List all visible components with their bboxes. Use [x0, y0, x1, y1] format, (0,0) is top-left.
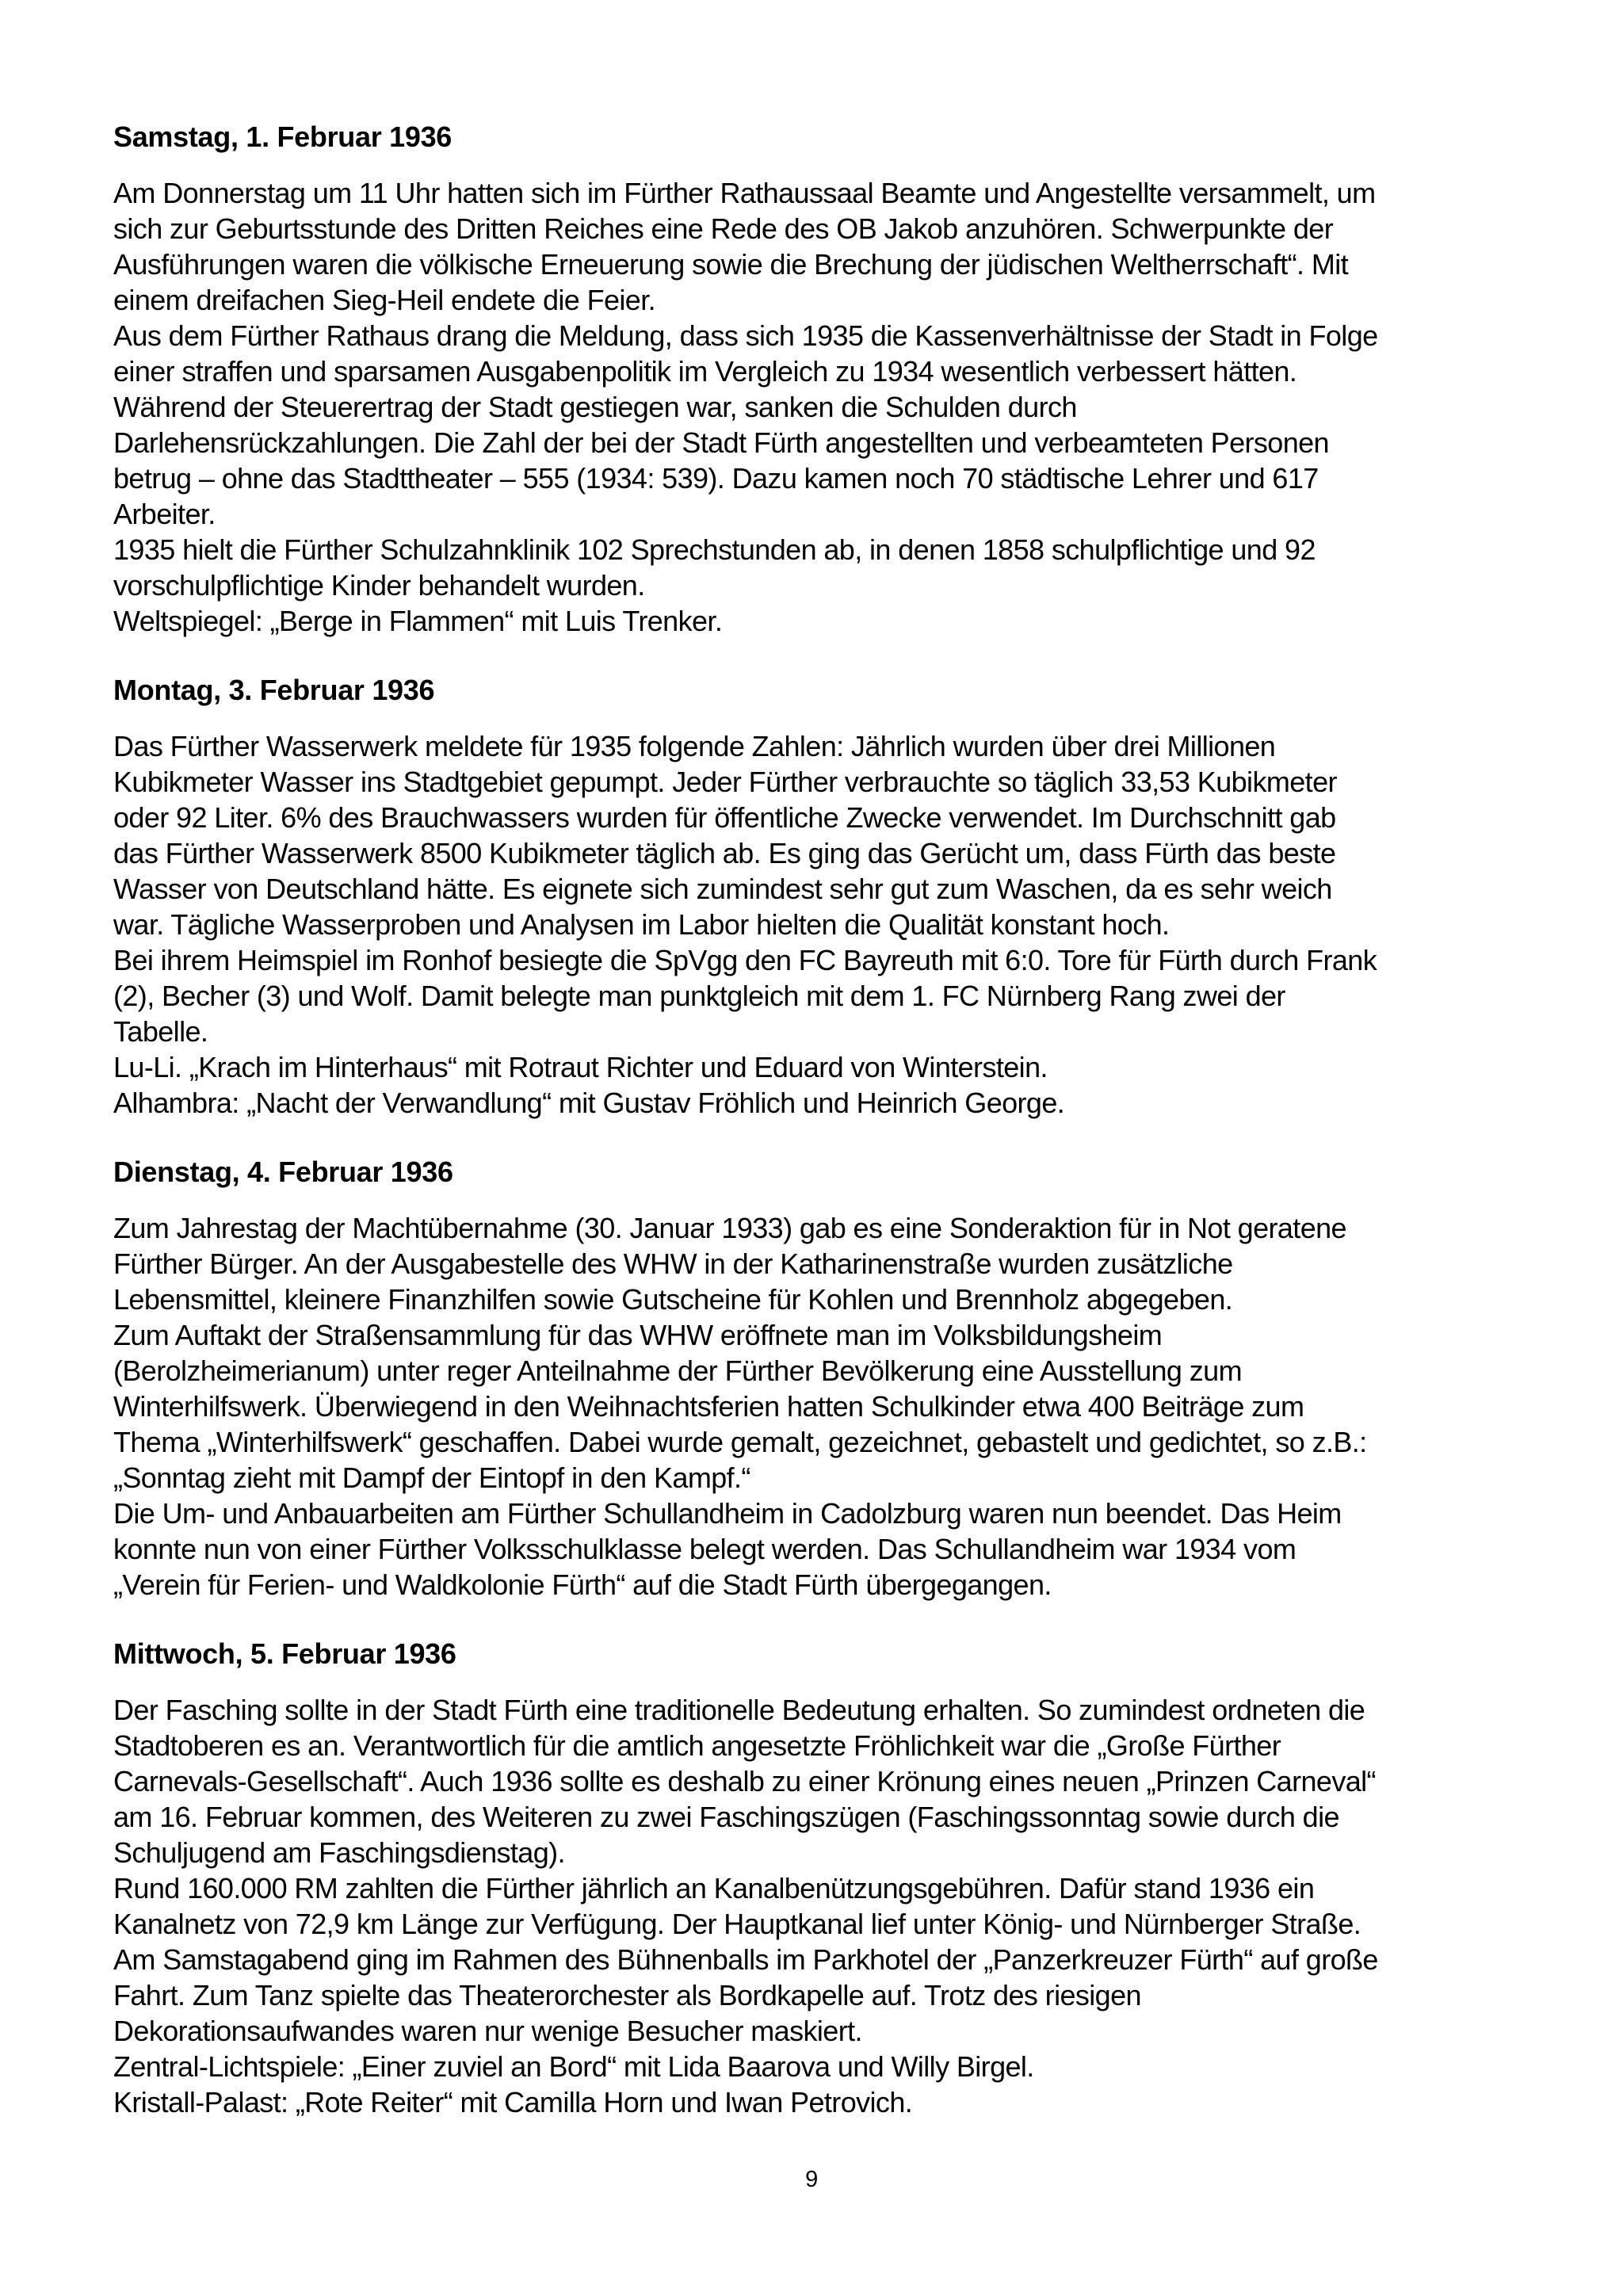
text-line: Aus dem Fürther Rathaus drang die Meldung, dass sich 1935 die Kassenverhältnisse der Stadt in Folge: [113, 319, 1378, 352]
text-line: Der Fasching sollte in der Stadt Fürth eine traditionelle Bedeutung erhalten. So zumindest ordneten die: [113, 1694, 1365, 1726]
text-line: Dekorationsaufwandes waren nur wenige Besucher maskiert.: [113, 2015, 862, 2047]
section-heading: Montag, 3. Februar 1936: [113, 674, 435, 706]
paragraph: [113, 2084, 1520, 2120]
text-line: Fürther Bürger. An der Ausgabestelle des WHW in der Katharinenstraße wurden zusätzliche: [113, 1247, 1233, 1280]
text-line: (2), Becher (3) und Wolf. Damit belegte man punktgleich mit dem 1. FC Nürnberg Rang zwei der: [113, 980, 1285, 1012]
text-line: Zum Jahrestag der Machtübernahme (30. Januar 1933) gab es eine Sonderaktion für in Not geratene: [113, 1212, 1346, 1244]
paragraph: [113, 942, 1520, 1049]
text-line: war. Tägliche Wasserproben und Analysen im Labor hielten die Qualität konstant hoch.: [113, 908, 1170, 941]
text-line: konnte nun von einer Fürther Volksschulklasse belegt werden. Das Schullandheim war 1934 vom: [113, 1533, 1296, 1565]
paragraph: [113, 532, 1520, 603]
text-line: Thema „Winterhilfswerk“ geschaffen. Dabei wurde gemalt, gezeichnet, gebastelt und gedichtet, so z.B.:: [113, 1426, 1367, 1458]
text-line: Kubikmeter Wasser ins Stadtgebiet gepumpt. Jeder Fürther verbrauchte so täglich 33,53 Kubikmeter: [113, 766, 1337, 798]
paragraph: [113, 1317, 1520, 1496]
text-line: Rund 160.000 RM zahlten die Fürther jährlich an Kanalbenützungsgebühren. Dafür stand 1936 ein: [113, 1872, 1315, 1904]
text-line: Alhambra: „Nacht der Verwandlung“ mit Gustav Fröhlich und Heinrich George.: [113, 1087, 1065, 1119]
diary-section: [113, 119, 1520, 639]
text-line: Kristall-Palast: „Rote Reiter“ mit Camilla Horn und Iwan Petrovich.: [113, 2086, 913, 2118]
paragraph: [113, 175, 1520, 318]
text-line: Winterhilfswerk. Überwiegend in den Weihnachtsferien hatten Schulkinder etwa 400 Beiträge zum: [113, 1390, 1304, 1423]
text-line: „Verein für Ferien- und Waldkolonie Fürth“ auf die Stadt Fürth übergegangen.: [113, 1568, 1052, 1601]
page-number: 9: [805, 2167, 818, 2192]
text-line: (Berolzheimerianum) unter reger Anteilnahme der Fürther Bevölkerung eine Ausstellung zum: [113, 1354, 1242, 1387]
text-line: Stadtoberen es an. Verantwortlich für die amtlich angesetzte Fröhlichkeit war die „Große Fürther: [113, 1729, 1281, 1762]
paragraph: [113, 2049, 1520, 2084]
paragraph: [113, 1870, 1520, 1942]
text-line: Bei ihrem Heimspiel im Ronhof besiegte die SpVgg den FC Bayreuth mit 6:0. Tore für Fürth durch Frank: [113, 944, 1377, 976]
section-heading: Mittwoch, 5. Februar 1936: [113, 1637, 456, 1670]
text-line: Kanalnetz von 72,9 km Länge zur Verfügung. Der Hauptkanal lief unter König- und Nürnberger Straße.: [113, 1908, 1361, 1940]
paragraph: [113, 1085, 1520, 1121]
section-heading: Samstag, 1. Februar 1936: [113, 120, 453, 153]
text-line: Am Donnerstag um 11 Uhr hatten sich im Fürther Rathaussaal Beamte und Angestellte versammelt, um: [113, 177, 1376, 209]
paragraph: [113, 1692, 1520, 1870]
text-line: Wasser von Deutschland hätte. Es eignete sich zumindest sehr gut zum Waschen, da es sehr weich: [113, 873, 1332, 905]
document-content: [113, 119, 1520, 2153]
text-line: Am Samstagabend ging im Rahmen des Bühnenballs im Parkhotel der „Panzerkreuzer Fürth“ auf große: [113, 1943, 1378, 1976]
text-line: Schuljugend am Faschingsdienstag).: [113, 1836, 565, 1869]
text-line: Arbeiter.: [113, 498, 216, 530]
paragraph: [113, 728, 1520, 942]
text-line: Während der Steuerertrag der Stadt gestiegen war, sanken die Schulden durch: [113, 391, 1077, 423]
text-line: 1935 hielt die Fürther Schulzahnklinik 102 Sprechstunden ab, in denen 1858 schulpflichtige und 92: [113, 533, 1316, 566]
text-line: Das Fürther Wasserwerk meldete für 1935 folgende Zahlen: Jährlich wurden über drei Millionen: [113, 730, 1276, 762]
text-line: „Sonntag zieht mit Dampf der Eintopf in den Kampf.“: [113, 1461, 750, 1494]
diary-section: [113, 1636, 1520, 2120]
text-line: Carnevals-Gesellschaft“. Auch 1936 sollte es deshalb zu einer Krönung eines neuen „Prinzen Carneval“: [113, 1765, 1376, 1797]
text-line: Ausführungen waren die völkische Erneuerung sowie die Brechung der jüdischen Weltherrschaft“. Mit: [113, 248, 1349, 281]
text-line: das Fürther Wasserwerk 8500 Kubikmeter täglich ab. Es ging das Gerücht um, dass Fürth das beste: [113, 837, 1336, 869]
text-line: oder 92 Liter. 6% des Brauchwassers wurden für öffentliche Zwecke verwendet. Im Durchschnitt gab: [113, 801, 1336, 834]
paragraph: [113, 318, 1520, 532]
text-line: Lebensmittel, kleinere Finanzhilfen sowie Gutscheine für Kohlen und Brennholz abgegeben.: [113, 1283, 1233, 1316]
text-line: einer straffen und sparsamen Ausgabenpolitik im Vergleich zu 1934 wesentlich verbessert hätten.: [113, 355, 1297, 388]
section-heading: Dienstag, 4. Februar 1936: [113, 1156, 453, 1188]
text-line: am 16. Februar kommen, des Weiteren zu zwei Faschingszügen (Faschingssonntag sowie durch die: [113, 1801, 1339, 1833]
text-line: einem dreifachen Sieg-Heil endete die Feier.: [113, 284, 656, 316]
text-line: Darlehensrückzahlungen. Die Zahl der bei der Stadt Fürth angestellten und verbeamteten Personen: [113, 426, 1329, 459]
text-line: vorschulpflichtige Kinder behandelt wurden.: [113, 569, 645, 602]
text-line: Weltspiegel: „Berge in Flammen“ mit Luis Trenker.: [113, 605, 723, 637]
paragraph: [113, 1496, 1520, 1603]
diary-section: [113, 672, 1520, 1121]
text-line: Tabelle.: [113, 1015, 208, 1048]
text-line: Zum Auftakt der Straßensammlung für das WHW eröffnete man im Volksbildungsheim: [113, 1319, 1163, 1351]
text-line: sich zur Geburtsstunde des Dritten Reiches eine Rede des OB Jakob anzuhören. Schwerpunkte der: [113, 212, 1334, 245]
diary-section: [113, 1154, 1520, 1603]
text-line: betrug – ohne das Stadttheater – 555 (1934: 539). Dazu kamen noch 70 städtische Lehrer und 617: [113, 462, 1319, 495]
paragraph: [113, 1942, 1520, 2049]
paragraph: [113, 603, 1520, 639]
text-line: Lu-Li. „Krach im Hinterhaus“ mit Rotraut Richter und Eduard von Winterstein.: [113, 1051, 1048, 1083]
text-line: Fahrt. Zum Tanz spielte das Theaterorchester als Bordkapelle auf. Trotz des riesigen: [113, 1979, 1141, 2011]
paragraph: [113, 1049, 1520, 1085]
text-line: Zentral-Lichtspiele: „Einer zuviel an Bord“ mit Lida Baarova und Willy Birgel.: [113, 2050, 1034, 2083]
text-line: Die Um- und Anbauarbeiten am Fürther Schullandheim in Cadolzburg waren nun beendet. Das Heim: [113, 1497, 1342, 1530]
paragraph: [113, 1210, 1520, 1317]
